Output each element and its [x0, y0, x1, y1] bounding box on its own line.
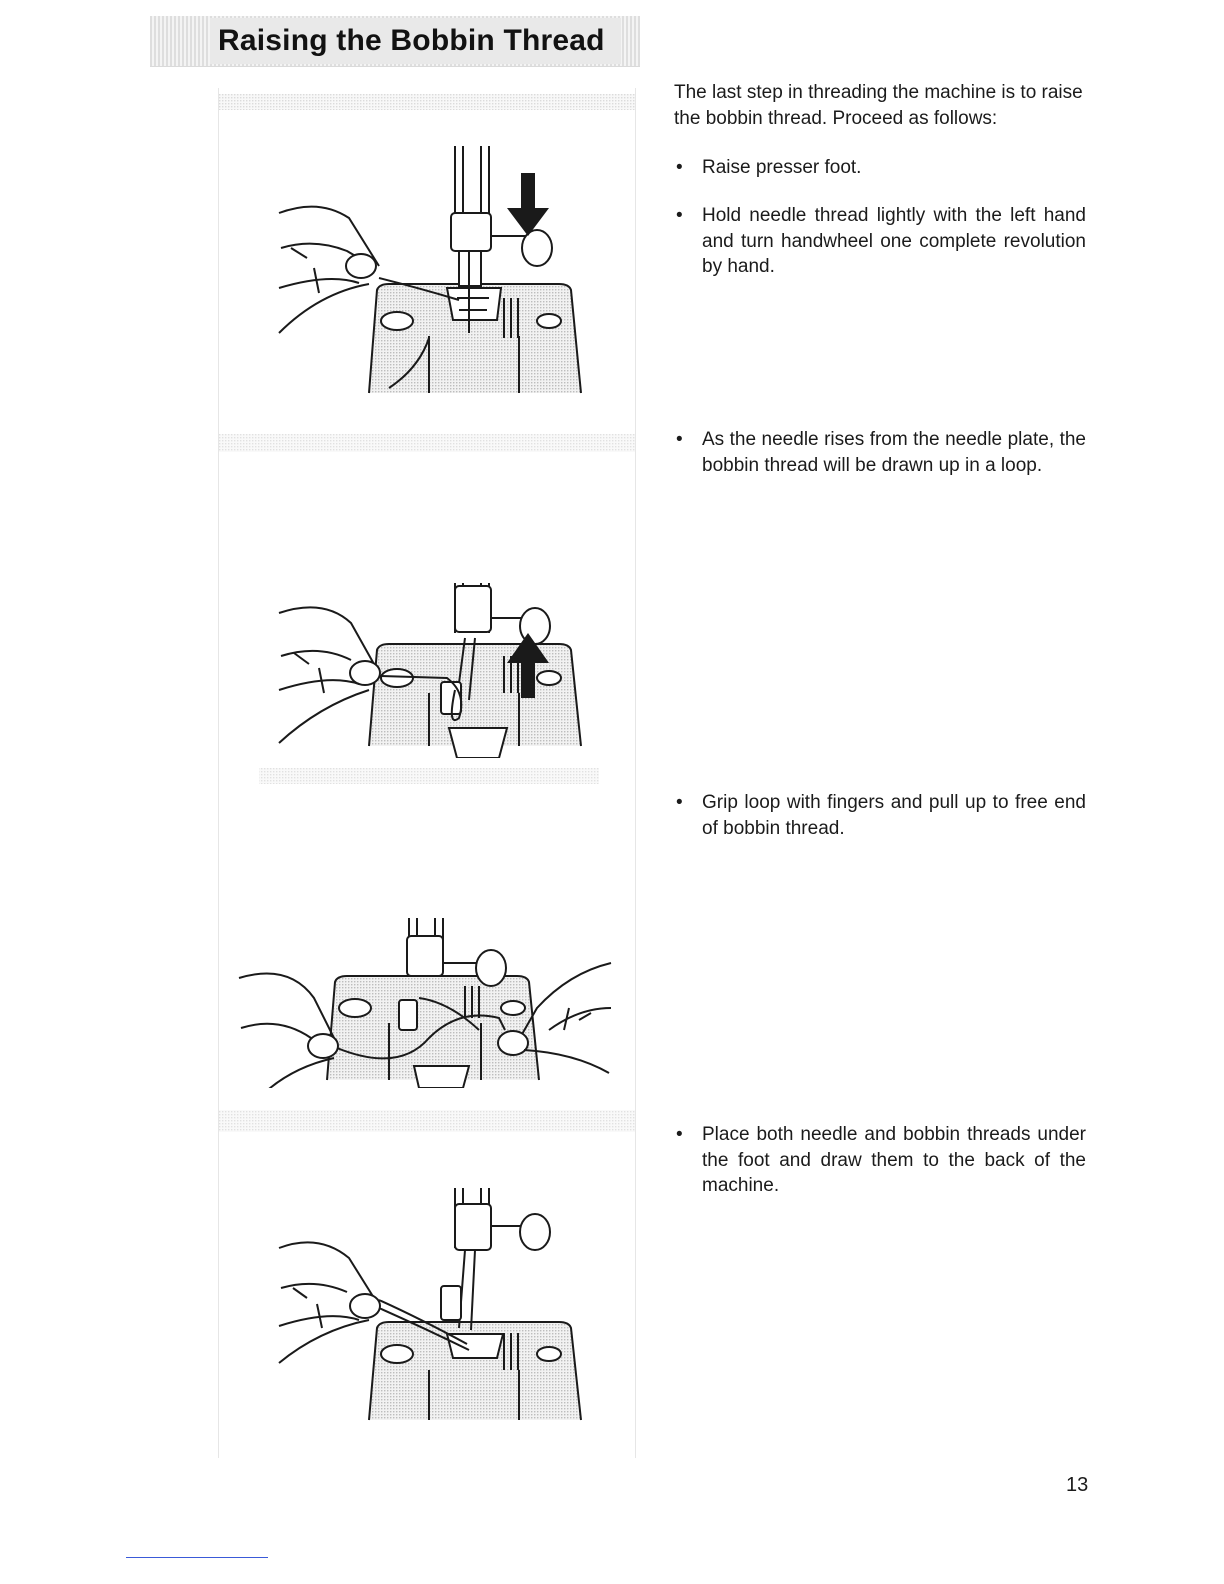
step-text: As the needle rises from the needle plate, the bobbin thread will be drawn up in a loop. [702, 429, 1086, 476]
step-text: Raise presser foot. [702, 157, 862, 178]
step-item [674, 155, 1086, 181]
bullet-icon: • [676, 1124, 683, 1145]
illustration-panel-4 [219, 1108, 635, 1428]
illustration-panel-1 [219, 88, 635, 408]
illustration-panel-2 [219, 428, 635, 758]
bullet-icon: • [676, 429, 683, 450]
step-item [674, 1122, 1086, 1199]
step-text: Place both needle and bobbin threads under the foot and draw them to the back of the machine. [702, 1124, 1086, 1196]
bullet-icon: • [676, 205, 683, 226]
illustration-panel-3 [219, 768, 635, 1088]
step-item [674, 790, 1086, 841]
page-title: Raising the Bobbin Thread [210, 18, 621, 64]
sewing-needle-up-arrow-icon [219, 428, 635, 758]
intro-text: The last step in threading the machine is to raise the bobbin thread. Proceed as follows: [674, 82, 1083, 129]
header-rule [150, 66, 640, 67]
illustration-column [218, 88, 636, 1458]
two-hands-pull-loop-icon [219, 768, 635, 1088]
sewing-needle-down-arrow-icon [219, 88, 635, 408]
step-item [674, 203, 1086, 280]
bullet-icon: • [676, 792, 683, 813]
step-item [674, 427, 1086, 478]
footer-line [126, 1557, 268, 1558]
bullet-icon: • [676, 157, 683, 178]
step-text: Hold needle thread lightly with the left hand and turn handwheel one complete revolution by hand. [702, 205, 1086, 277]
threads-under-foot-icon [219, 1108, 635, 1428]
page-number: 13 [1066, 1474, 1089, 1496]
step-text: Grip loop with fingers and pull up to free end of bobbin thread. [702, 792, 1086, 839]
